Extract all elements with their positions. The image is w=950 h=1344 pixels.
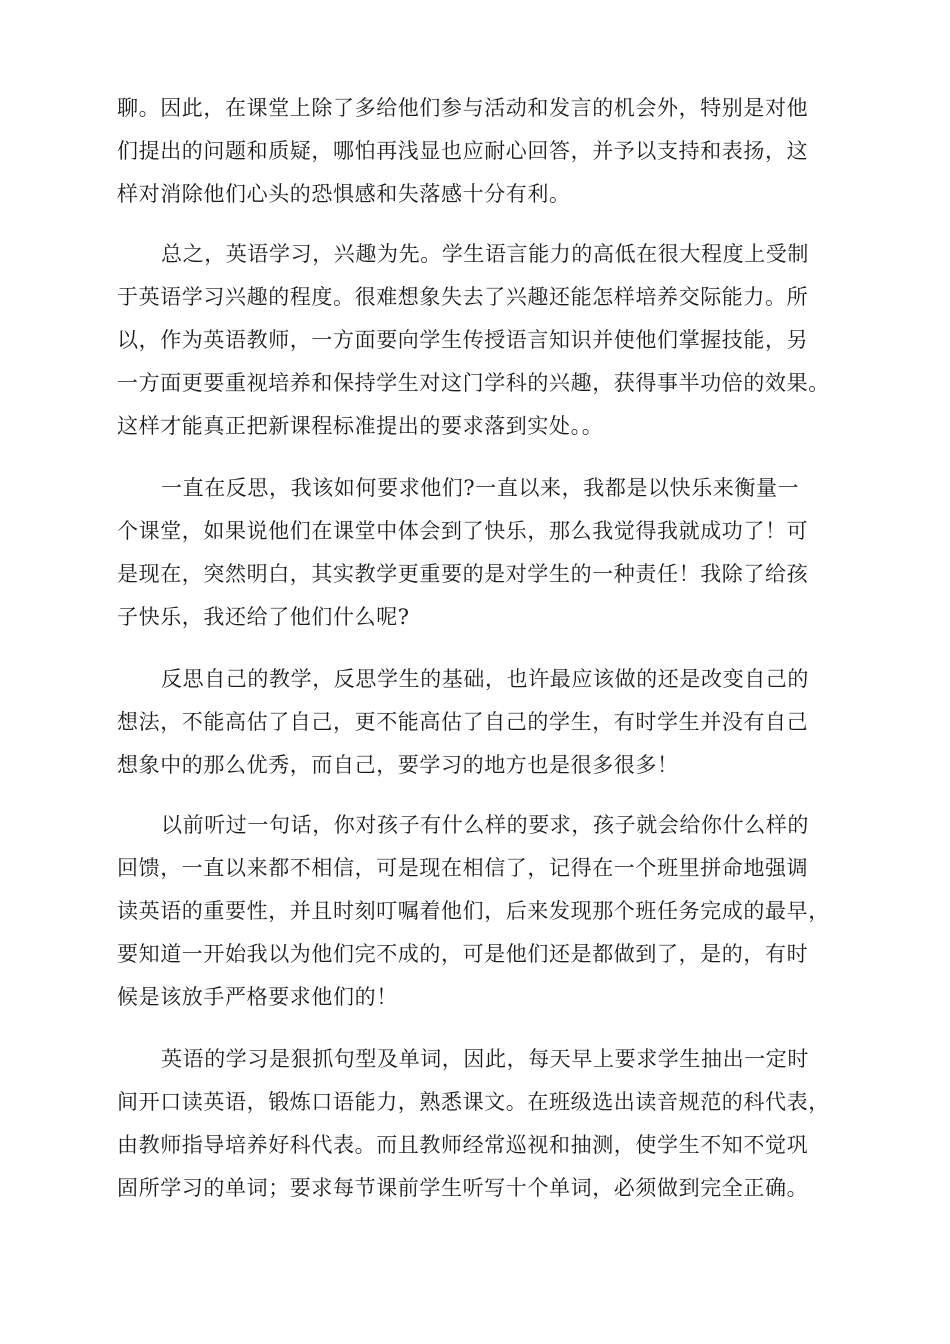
paragraph-1 [117,87,837,216]
paragraph-5 [117,804,837,1019]
text-line: 样对消除他们心头的恐惧感和失落感十分有利。 [117,182,571,206]
text-line: 们提出的问题和质疑，哪怕再浅显也应耐心回答，并予以支持和表扬，这 [117,139,809,163]
text-line: 以前听过一句话，你对孩子有什么样的要求，孩子就会给你什么样的 [161,813,809,837]
text-line: 固所学习的单词；要求每节课前学生听写十个单词，必须做到完全正确。 [117,1176,809,1200]
text-line: 间开口读英语，锻炼口语能力，熟悉课文。在班级选出读音规范的科代表， [117,1090,830,1114]
paragraph-3 [117,467,837,639]
text-line: 反思自己的教学，反思学生的基础，也许最应该做的还是改变自己的 [161,667,809,691]
text-line: 一直在反思，我该如何要求他们?一直以来，我都是以快乐来衡量一 [161,476,800,500]
paragraph-2 [117,233,837,448]
text-line: 回馈，一直以来都不相信，可是现在相信了，记得在一个班里拼命地强调 [117,856,809,880]
text-line: 是现在，突然明白，其实教学更重要的是对学生的一种责任！我除了给孩 [117,562,809,586]
text-line: 要知道一开始我以为他们完不成的，可是他们还是都做到了，是的，有时 [117,942,809,966]
text-line: 个课堂，如果说他们在课堂中体会到了快乐，那么我觉得我就成功了！可 [117,519,809,543]
paragraph-6 [117,1038,837,1210]
text-line: 聊。因此，在课堂上除了多给他们参与活动和发言的机会外，特别是对他 [117,96,809,120]
text-line: 想法，不能高估了自己，更不能高估了自己的学生，有时学生并没有自己 [117,710,809,734]
text-line: 子快乐，我还给了他们什么呢? [117,605,410,629]
text-line: 于英语学习兴趣的程度。很难想象失去了兴趣还能怎样培养交际能力。所 [117,285,809,309]
text-line: 候是该放手严格要求他们的！ [117,985,398,1009]
text-line: 一方面更要重视培养和保持学生对这门学科的兴趣，获得事半功倍的效果。 [117,371,830,395]
text-line: 总之，英语学习，兴趣为先。学生语言能力的高低在很大程度上受制 [161,242,809,266]
text-line: 由教师指导培养好科代表。而且教师经常巡视和抽测，使学生不知不觉巩 [117,1133,809,1157]
text-line: 这样才能真正把新课程标准提出的要求落到实处。。 [117,414,604,438]
text-line: 想象中的那么优秀，而自己，要学习的地方也是很多很多！ [117,753,679,777]
text-line: 英语的学习是狠抓句型及单词，因此，每天早上要求学生抽出一定时 [161,1047,809,1071]
paragraph-4 [117,658,837,787]
text-line: 读英语的重要性，并且时刻叮嘱着他们，后来发现那个班任务完成的最早， [117,899,830,923]
text-line: 以，作为英语教师，一方面要向学生传授语言知识并使他们掌握技能，另 [117,328,809,352]
